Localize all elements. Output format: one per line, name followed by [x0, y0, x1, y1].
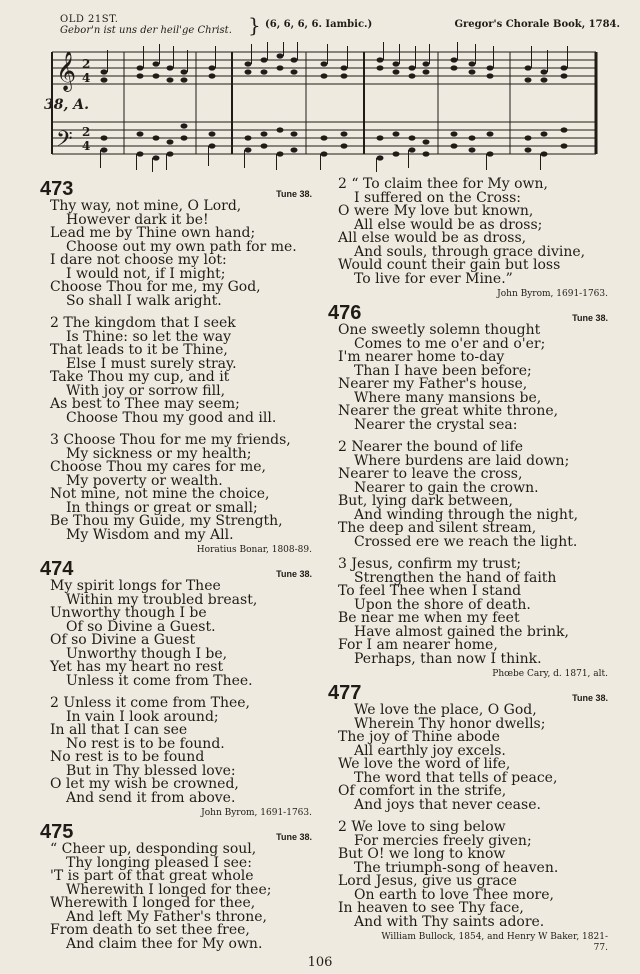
verse-line: To live for ever Mine.”: [354, 270, 513, 287]
verse-line: Unworthy though I be: [50, 605, 207, 621]
verse-line: Have almost gained the brink,: [354, 623, 569, 640]
stanza: [338, 558, 608, 666]
hymn-474: [40, 558, 312, 819]
verse-line: Not mine, not mine the choice,: [50, 486, 270, 502]
stanza: [50, 843, 312, 951]
tune-ref: Tune 38.: [572, 693, 608, 703]
verse-line: Take Thou my cup, and it: [50, 369, 230, 385]
verse-line: The word that tells of peace,: [354, 769, 558, 786]
verse-line: Strengthen the hand of faith: [354, 569, 557, 586]
attribution: Horatius Bonar, 1808-89.: [196, 545, 312, 555]
verse-line: The joy of Thine abode: [338, 729, 500, 745]
tune-ref: Tune 38.: [276, 569, 312, 579]
verse-line: For I am nearer home,: [338, 637, 498, 653]
attribution: John Byrom, 1691-1763.: [497, 289, 608, 299]
verse-line: All earthly joy excels.: [354, 742, 506, 759]
verse-line: Else I must surely stray.: [66, 355, 237, 372]
attribution: John Byrom, 1691-1763.: [201, 808, 312, 818]
verse-line: 3 Jesus, confirm my trust;: [338, 556, 522, 572]
verse-line: All else would be as dross,: [338, 230, 527, 246]
verse-line: In things or great or small;: [66, 499, 258, 516]
hymn-475: [40, 821, 312, 952]
svg-text:𝄞: 𝄞: [56, 51, 77, 91]
verse-line: 2 “ To claim thee for My own,: [338, 176, 548, 192]
stanza: [50, 580, 312, 688]
verse-line: Unless it come from Thee.: [66, 672, 253, 689]
verse-line: O let my wish be crowned,: [50, 776, 239, 792]
verse-line: O were My love but known,: [338, 203, 534, 219]
verse-line: Perhaps, than now I think.: [354, 650, 542, 667]
verse-line: Be Thou my Guide, my Strength,: [50, 513, 283, 529]
hymn-475-continued: [338, 178, 608, 300]
verse-line: 2 We love to sing below: [338, 819, 506, 835]
brace-icon: }: [248, 13, 261, 37]
verse-line: Within my troubled breast,: [66, 591, 258, 608]
verse-line: Choose Thou for me, my God,: [50, 279, 261, 295]
verse-line: But in Thy blessed love:: [66, 762, 236, 779]
verse-line: One sweetly solemn thought: [338, 322, 541, 338]
tune-name: OLD 21ST.: [60, 14, 119, 25]
stanza: [50, 200, 312, 308]
stanza: [338, 324, 608, 432]
verse-line: Wherewith I longed for thee,: [50, 895, 256, 911]
hymn-476: [328, 302, 608, 680]
verse-line: On earth to love Thee more,: [354, 886, 554, 903]
verse-line: My Wisdom and my All.: [66, 526, 234, 543]
verse-line: And left My Father's throne,: [66, 908, 267, 925]
verse-line: Yet has my heart no rest: [50, 659, 224, 675]
verse-line: Choose out my own path for me.: [66, 238, 297, 255]
hymn-number: 476: [328, 302, 362, 324]
tune-ref: Tune 38.: [276, 189, 312, 199]
verse-line: Of comfort in the strife,: [338, 783, 507, 799]
verse-line: Of so Divine a Guest.: [66, 618, 216, 635]
verse-line: I would not, if I might;: [66, 265, 226, 282]
verse-line: Unworthy though I be,: [66, 645, 228, 662]
verse-line: And with Thy saints adore.: [354, 913, 545, 930]
verse-line: I dare not choose my lot:: [50, 252, 227, 268]
composer: Gregor's Chorale Book, 1784.: [454, 19, 620, 30]
verse-line: My spirit longs for Thee: [50, 578, 221, 594]
stanza: [50, 697, 312, 805]
stanza: [338, 821, 608, 929]
left-column: [40, 178, 312, 960]
verse-line: Upon the shore of death.: [354, 596, 531, 613]
verse-line: Nearer to gain the crown.: [354, 479, 539, 496]
verse-line: From death to set thee free,: [50, 922, 250, 938]
verse-line: With joy or sorrow fill,: [66, 382, 226, 399]
stanza: [338, 704, 608, 812]
tune-label: 38, A.: [44, 97, 89, 113]
verse-line: Thy way, not mine, O Lord,: [50, 198, 242, 214]
tune-source: Gebor'n ist uns der heil'ge Christ.: [60, 25, 232, 36]
stanza: [338, 441, 608, 549]
hymn-number: 474: [40, 558, 74, 580]
verse-line: “ Cheer up, desponding soul,: [50, 841, 257, 857]
verse-line: All else would be as dross;: [354, 216, 543, 233]
verse-line: Would count their gain but loss: [338, 257, 561, 273]
verse-line: For mercies freely given;: [354, 832, 532, 849]
verse-line: Comes to me o'er and o'er;: [354, 335, 546, 352]
verse-line: Of so Divine a Guest: [50, 632, 196, 648]
verse-line: The deep and silent stream,: [338, 520, 537, 536]
svg-text:4: 4: [82, 139, 91, 153]
verse-line: Where burdens are laid down;: [354, 452, 570, 469]
verse-line: That leads to it be Thine,: [50, 342, 228, 358]
verse-line: In vain I look around;: [66, 708, 219, 725]
svg-text:𝄢: 𝄢: [56, 127, 73, 157]
verse-line: In heaven to see Thy face,: [338, 900, 524, 916]
verse-line: My sickness or my health;: [66, 445, 252, 462]
verse-line: Nearer the crystal sea:: [354, 416, 518, 433]
verse-line: Nearer my Father's house,: [338, 376, 528, 392]
attribution: William Bullock, 1854, and Henry W Baker, 1821-77.: [381, 932, 608, 953]
verse-line: Is Thine: so let the way: [66, 328, 231, 345]
right-column: [328, 176, 608, 956]
verse-line: Wherein Thy honor dwells;: [354, 715, 546, 732]
page-number: 106: [307, 955, 333, 970]
tune-ref: Tune 38.: [276, 832, 312, 842]
verse-line: Crossed ere we reach the light.: [354, 533, 578, 550]
verse-line: 3 Choose Thou for me my friends,: [50, 432, 291, 448]
stanza: [50, 317, 312, 425]
verse-line: 2 The kingdom that I seek: [50, 315, 236, 331]
verse-line: Choose Thou my good and ill.: [66, 409, 277, 426]
verse-line: Be near me when my feet: [338, 610, 520, 626]
verse-line: However dark it be!: [66, 211, 209, 228]
verse-line: Nearer the great white throne,: [338, 403, 559, 419]
verse-line: And claim thee for My own.: [66, 935, 263, 952]
svg-text:4: 4: [82, 71, 91, 85]
tune-ref: Tune 38.: [572, 313, 608, 323]
verse-line: Choose Thou my cares for me,: [50, 459, 266, 475]
verse-line: We love the word of life,: [338, 756, 511, 772]
verse-line: Nearer to leave the cross,: [338, 466, 523, 482]
verse-line: We love the place, O God,: [354, 702, 537, 718]
hymn-number: 475: [40, 821, 74, 843]
verse-line: Lord Jesus, give us grace: [338, 873, 517, 889]
verse-line: 2 Nearer the bound of life: [338, 439, 524, 455]
verse-line: To feel Thee when I stand: [338, 583, 522, 599]
verse-line: But, lying dark between,: [338, 493, 513, 509]
verse-line: I'm nearer home to-day: [338, 349, 505, 365]
verse-line: No rest is to be found: [50, 749, 205, 765]
verse-line: And joys that never cease.: [354, 796, 541, 813]
hymn-473: [40, 178, 312, 556]
stanza: [338, 178, 608, 286]
verse-line: My poverty or wealth.: [66, 472, 223, 489]
verse-line: So shall I walk aright.: [66, 292, 222, 309]
svg-text:2: 2: [82, 125, 91, 139]
verse-line: Wherewith I longed for thee;: [66, 881, 272, 898]
verse-line: And send it from above.: [66, 789, 236, 806]
verse-line: As best to Thee may seem;: [50, 396, 240, 412]
stanza: [50, 434, 312, 542]
hymn-number: 473: [40, 178, 74, 200]
verse-line: The triumph-song of heaven.: [354, 859, 559, 876]
svg-text:2: 2: [82, 57, 91, 71]
hymn-477: [328, 682, 608, 954]
verse-line: 'T is part of that great whole: [50, 868, 254, 884]
verse-line: Thy longing pleased I see:: [66, 854, 252, 871]
verse-line: In all that I can see: [50, 722, 188, 738]
meter: (6, 6, 6, 6. Iambic.): [265, 19, 373, 30]
verse-line: Lead me by Thine own hand;: [50, 225, 256, 241]
verse-line: I suffered on the Cross:: [354, 189, 521, 206]
music-score: [44, 42, 604, 172]
verse-line: 2 Unless it come from Thee,: [50, 695, 250, 711]
verse-line: Than I have been before;: [354, 362, 532, 379]
verse-line: And souls, through grace divine,: [354, 243, 586, 260]
attribution: Phœbe Cary, d. 1871, alt.: [492, 669, 608, 679]
verse-line: And winding through the night,: [354, 506, 579, 523]
verse-line: But O! we long to know: [338, 846, 506, 862]
music-header: [60, 14, 620, 38]
hymn-number: 477: [328, 682, 362, 704]
verse-line: Where many mansions be,: [354, 389, 542, 406]
verse-line: No rest is to be found.: [66, 735, 225, 752]
